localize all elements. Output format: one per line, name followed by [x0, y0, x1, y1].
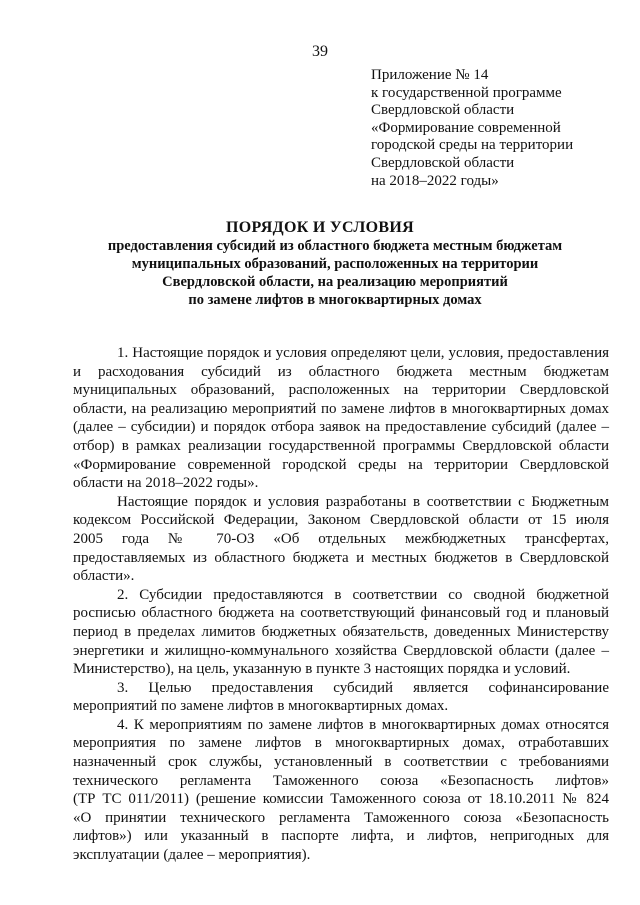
paragraph-line: области на 2018–2022 годы».	[73, 475, 259, 492]
paragraph-line: технического регламента Таможенного союза «Безопасность лифтов»	[73, 772, 609, 789]
paragraph-line: области, на реализацию мероприятий по замене лифтов в многоквартирных домах	[73, 400, 609, 417]
document-subtitle	[60, 237, 610, 309]
paragraph	[73, 716, 609, 865]
paragraph-line: 2. Субсидии предоставляются в соответствии со сводной бюджетной	[117, 586, 609, 603]
paragraph-line: лифтов») или указанный в паспорте лифта, и лифтов, непригодных для	[73, 828, 609, 845]
paragraph-line: мероприятий по замене лифтов в многоквартирных домах.	[73, 698, 449, 715]
paragraph-line: отбор) в рамках реализации государственной программы Свердловской области	[73, 437, 609, 454]
paragraph	[73, 344, 609, 493]
paragraph-line: 2005 года № 70-ОЗ «Об отдельных межбюджетных трансфертах,	[73, 530, 609, 547]
paragraph-line: эксплуатации (далее – мероприятия).	[73, 847, 311, 864]
paragraph-line: 4. К мероприятиям по замене лифтов в многоквартирных домах относятся	[117, 716, 609, 733]
paragraph-line: 3. Целью предоставления субсидий является софинансирование	[117, 679, 609, 696]
paragraph-line: 1. Настоящие порядок и условия определяют цели, условия, предоставления	[117, 345, 609, 361]
paragraph	[73, 586, 609, 679]
paragraph-line: назначенный срок службы, установленный в соответствии с требованиями	[73, 754, 609, 771]
appendix-line: Свердловской области	[371, 154, 515, 171]
paragraph	[73, 679, 609, 716]
paragraph-line: муниципальных образований, расположенных на территории Свердловской	[73, 382, 609, 399]
appendix-line: Свердловской области	[371, 102, 515, 119]
subtitle-line: по замене лифтов в многоквартирных домах	[188, 292, 482, 308]
appendix-line: Приложение № 14	[371, 67, 489, 83]
paragraph-line: Министерство), на цель, указанную в пункте 3 настоящих порядка и условий.	[73, 661, 571, 678]
document-body	[73, 344, 609, 865]
subtitle-line: предоставления субсидий из областного бюджета местным бюджетам	[107, 238, 563, 254]
paragraph-line: предоставляемых из областного бюджета и местных бюджетов в Свердловской	[73, 549, 609, 566]
appendix-header	[371, 67, 621, 190]
appendix-line: городской среды на территории	[371, 137, 574, 154]
paragraph	[73, 493, 609, 586]
document-title: ПОРЯДОК И УСЛОВИЯ	[226, 219, 414, 236]
paragraph-line: и расходования субсидий из областного бюджета местным бюджетам	[73, 363, 609, 380]
paragraph-line: период в пределах лимитов бюджетных обязательств, доведенных Министерству	[73, 623, 609, 640]
page-number: 39	[312, 43, 328, 60]
subtitle-line: муниципальных образований, расположенных на территории	[131, 256, 539, 272]
paragraph-line: росписью областного бюджета на соответствующий финансовый год и плановый	[73, 605, 609, 622]
paragraph-line: Настоящие порядок и условия разработаны в соответствии с Бюджетным	[117, 493, 609, 510]
paragraph-line: области».	[73, 568, 135, 585]
paragraph-line: «О принятии технического регламента Таможенного союза «Безопасность	[73, 809, 609, 826]
paragraph-line: мероприятия по замене лифтов в многоквартирных домах, отработавших	[73, 735, 609, 752]
paragraph-line: «Формирование современной городской среды на территории Свердловской	[73, 456, 609, 473]
paragraph-line: (ТР ТС 011/2011) (решение комиссии Таможенного союза от 18.10.2011 № 824	[73, 791, 609, 808]
appendix-line: на 2018–2022 годы»	[371, 172, 499, 189]
appendix-line: к государственной программе	[371, 84, 562, 101]
paragraph-line: кодексом Российской Федерации, Законом Свердловской области от 15 июля	[73, 512, 609, 529]
subtitle-line: Свердловской области, на реализацию мероприятий	[162, 274, 508, 290]
paragraph-line: (далее – субсидии) и порядок отбора заявок на предоставление субсидий (далее –	[73, 419, 609, 436]
paragraph-line: энергетики и жилищно-коммунального хозяйства Свердловской области (далее –	[73, 642, 609, 659]
appendix-line: «Формирование современной	[371, 119, 561, 136]
